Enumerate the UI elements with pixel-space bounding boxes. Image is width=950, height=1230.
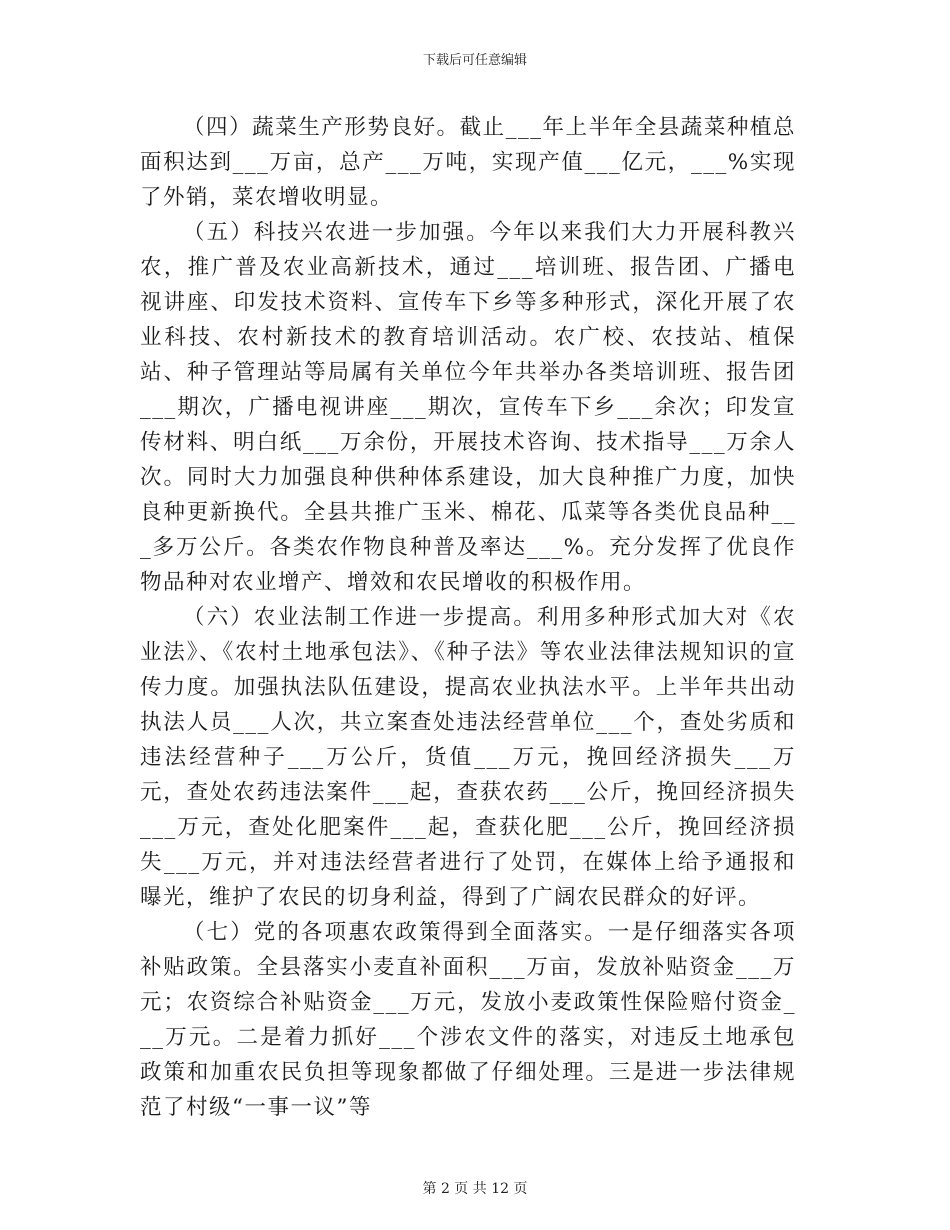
page-footer: 第 2 页 共 12 页 — [422, 1181, 528, 1197]
page-header: 下载后可任意编辑 — [422, 53, 527, 68]
paragraph-vegetable-production: （四）蔬菜生产形势良好。截止___年上半年全县蔬菜种植总面积达到___万亩，总产___万吨，实现产值___亿元，___%实现了外销，菜农增收明显。 — [140, 115, 796, 210]
paragraph-agricultural-law: （六）农业法制工作进一步提高。利用多种形式加大对《农业法》、《农村土地承包法》、《种子法》等农业法律法规知识的宣传力度。加强执法队伍建设，提高农业执法水平。上半年共出动执法人员___人次，共立案查处违法经营单位___个，查处劣质和违法经营种子___万公斤，货值___万元，挽回经济损失___万元，查处农药违法案件___起，查获农药___公斤，挽回经济损失___万元，查处化肥案件___起，查获化肥___公斤，挽回经济损失___万元，并对违法经营者进行了处罚，在媒体上给予通报和曝光，维护了农民的切身利益，得到了广阔农民群众的好评。 — [140, 605, 796, 910]
document-body — [140, 110, 796, 1125]
paragraph-farm-policies: （七）党的各项惠农政策得到全面落实。一是仔细落实各项补贴政策。全县落实小麦直补面积___万亩，发放补贴资金___万元；农资综合补贴资金___万元，发放小麦政策性保险赔付资金___万元。二是着力抓好___个涉农文件的落实，对违反土地承包政策和加重农民负担等现象都做了仔细处理。三是进一步法律规范了村级“一事一议”等 — [140, 920, 796, 1120]
paragraph-technology-agriculture: （五）科技兴农进一步加强。今年以来我们大力开展科教兴农，推广普及农业高新技术，通过___培训班、报告团、广播电视讲座、印发技术资料、宣传车下乡等多种形式，深化开展了农业科技、农村新技术的教育培训活动。农广校、农技站、植保站、种子管理站等局属有关单位今年共举办各类培训班、报告团___期次，广播电视讲座___期次，宣传车下乡___余次；印发宣传材料、明白纸___万余份，开展技术咨询、技术指导___万余人次。同时大力加强良种供种体系建设，加大良种推广力度，加快良种更新换代。全县共推广玉米、棉花、瓜菜等各类优良品种___多万公斤。各类农作物良种普及率达___%。充分发挥了优良作物品种对农业增产、增效和农民增收的积极作用。 — [140, 220, 796, 595]
